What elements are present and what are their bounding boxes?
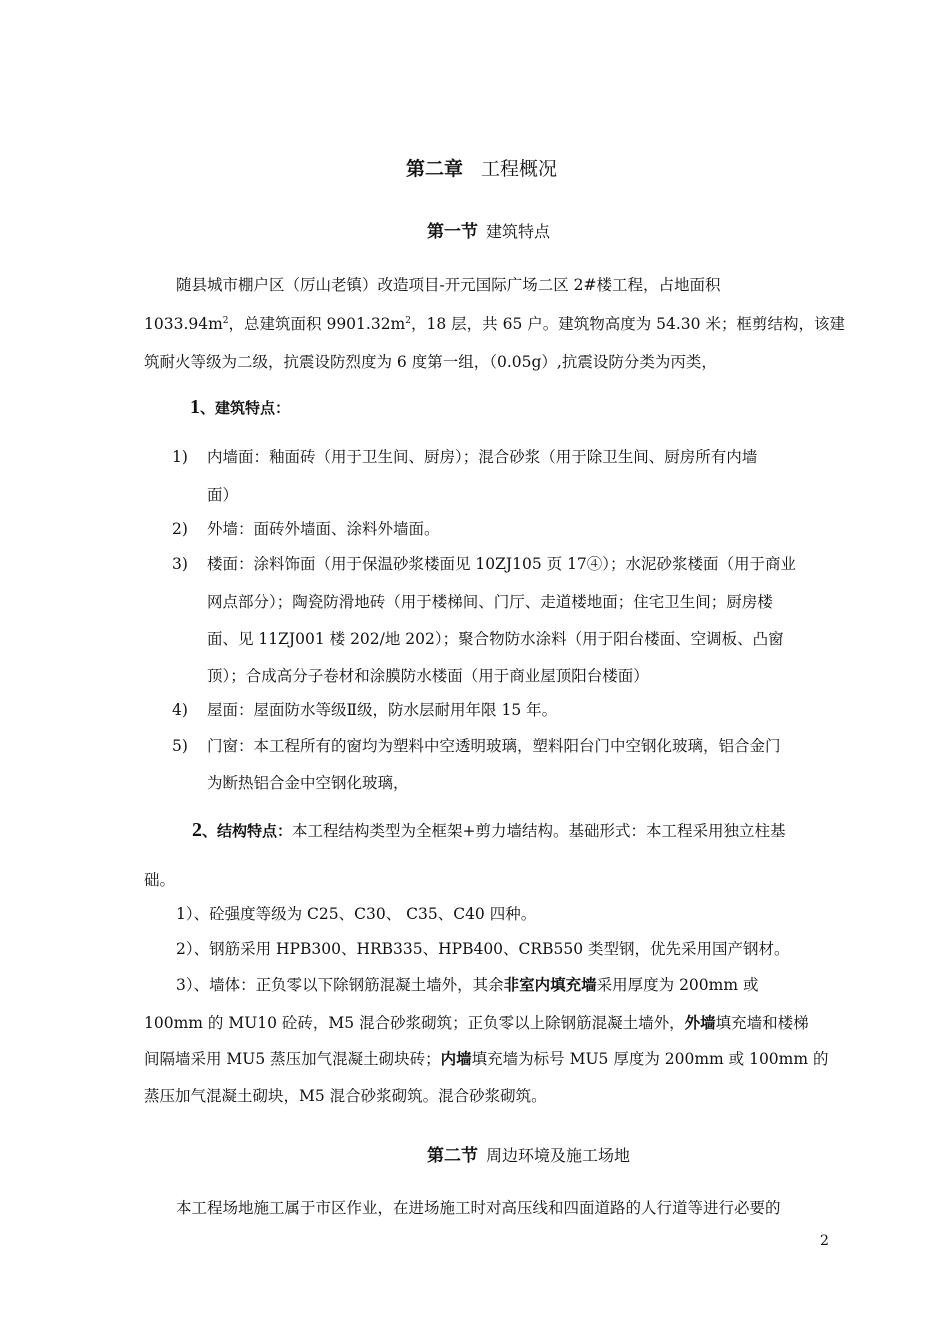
section-number: 第二节 xyxy=(427,1146,478,1166)
struct-text: 本工程结构类型为全框架+剪力墙结构。基础形式：本工程采用独立柱基 xyxy=(292,822,786,840)
list-number: 3) xyxy=(172,555,188,573)
emphasis: 非室内填充墙 xyxy=(503,976,597,994)
list-item: 门窗：本工程所有的窗均为塑料中空透明玻璃，塑料阳台门中空钢化玻璃，铝合金门 xyxy=(207,737,781,755)
section-title: 建筑特点 xyxy=(486,222,551,241)
environment-text: 本工程场地施工属于市区作业，在进场施工时对高压线和四面道路的人行道等进行必要的 xyxy=(176,1199,781,1217)
struct-item-3-line-2 xyxy=(144,1013,809,1033)
heading-label: 、结构特点： xyxy=(202,822,293,840)
chapter-title: 工程概况 xyxy=(481,158,558,180)
list-item-continuation: 为断热铝合金中空钢化玻璃， xyxy=(207,774,409,792)
section-number: 第一节 xyxy=(427,222,478,242)
emphasis: 内墙 xyxy=(440,1050,472,1068)
list-number: 1) xyxy=(172,448,188,466)
list-item-continuation: 面、见 11ZJ001 楼 202/地 202）；聚合物防水涂料（用于阳台楼面、空调板、凸窗 xyxy=(207,630,784,648)
chapter-heading xyxy=(406,154,557,181)
struct-features-heading xyxy=(192,819,786,842)
struct-item-1: 1）、砼强度等级为 C25、C30、 C35、C40 四种。 xyxy=(176,905,537,923)
struct-item-3-line-3 xyxy=(144,1049,829,1069)
text: 间隔墙采用 MU5 蒸压加气混凝土砌块砖； xyxy=(144,1050,441,1068)
section-heading-2 xyxy=(427,1141,630,1166)
superscript: 2 xyxy=(405,315,411,326)
text: 填充墙和楼梯 xyxy=(715,1014,809,1032)
intro-line-2 xyxy=(144,314,845,334)
list-item: 楼面：涂料饰面（用于保温砂浆楼面见 10ZJ105 页 17④）；水泥砂浆楼面（用于商业 xyxy=(207,555,797,573)
superscript: 2 xyxy=(222,315,229,326)
text: 100mm 的 MU10 砼砖，M5 混合砂浆砌筑；正负零以上除钢筋混凝土墙外， xyxy=(144,1014,685,1032)
text: 填充墙为标号 MU5 厚度为 200mm 或 100mm 的 xyxy=(471,1050,829,1068)
struct-item-2: 2）、钢筋采用 HPB300、HRB335、HPB400、CRB550 类型钢，优先采用国产钢材。 xyxy=(176,940,790,958)
struct-item-3-line-1 xyxy=(176,975,758,995)
list-number: 4) xyxy=(172,701,188,719)
section-title: 周边环境及施工场地 xyxy=(486,1146,631,1165)
emphasis: 外墙 xyxy=(684,1014,716,1032)
intro-line-3: 筑耐火等级为二级，抗震设防烈度为 6 度第一组，（0.05g）,抗震设防分类为丙类， xyxy=(144,353,717,371)
list-item-continuation: 网点部分）；陶瓷防滑地砖（用于楼梯间、门厅、走道楼地面；住宅卫生间；厨房楼 xyxy=(207,593,773,611)
list-item: 外墙：面砖外墙面、涂料外墙面。 xyxy=(207,520,440,538)
list-item: 内墙面：釉面砖（用于卫生间、厨房）；混合砂浆（用于除卫生间、厨房所有内墙 xyxy=(207,448,758,466)
text: 采用厚度为 200mm 或 xyxy=(596,976,759,994)
site-area: 1033.94m xyxy=(144,315,223,333)
list-item: 屋面：屋面防水等级Ⅱ级，防水层耐用年限 15 年。 xyxy=(207,701,558,719)
struct-item-3-line-4: 蒸压加气混凝土砌块，M5 混合砂浆砌筑。混合砂浆砌筑。 xyxy=(144,1087,547,1105)
list-number: 2) xyxy=(172,520,188,538)
heading-number: 2 xyxy=(192,819,202,841)
arch-features-heading xyxy=(190,396,290,419)
heading-label: 、建筑特点： xyxy=(200,399,291,417)
list-number: 5) xyxy=(172,737,188,755)
intro-line-1: 随县城市棚户区（厉山老镇）改造项目-开元国际广场二区 2#楼工程，占地面积 xyxy=(176,276,721,294)
section-heading-1 xyxy=(427,217,550,242)
struct-text-continuation: 础。 xyxy=(144,871,176,889)
page-number: 2 xyxy=(820,1233,829,1249)
chapter-number: 第二章 xyxy=(406,158,464,180)
list-item-continuation: 面） xyxy=(207,486,239,504)
building-area: ，总建筑面积 9901.32m xyxy=(228,315,406,333)
intro-text: ，18 层，共 65 户。建筑物高度为 54.30 米；框剪结构，该建 xyxy=(411,315,845,333)
list-item-continuation: 顶）；合成高分子卷材和涂膜防水楼面（用于商业屋顶阳台楼面） xyxy=(207,667,649,685)
text: 3）、墙体：正负零以下除钢筋混凝土墙外，其余 xyxy=(176,976,504,994)
heading-number: 1 xyxy=(190,396,200,418)
